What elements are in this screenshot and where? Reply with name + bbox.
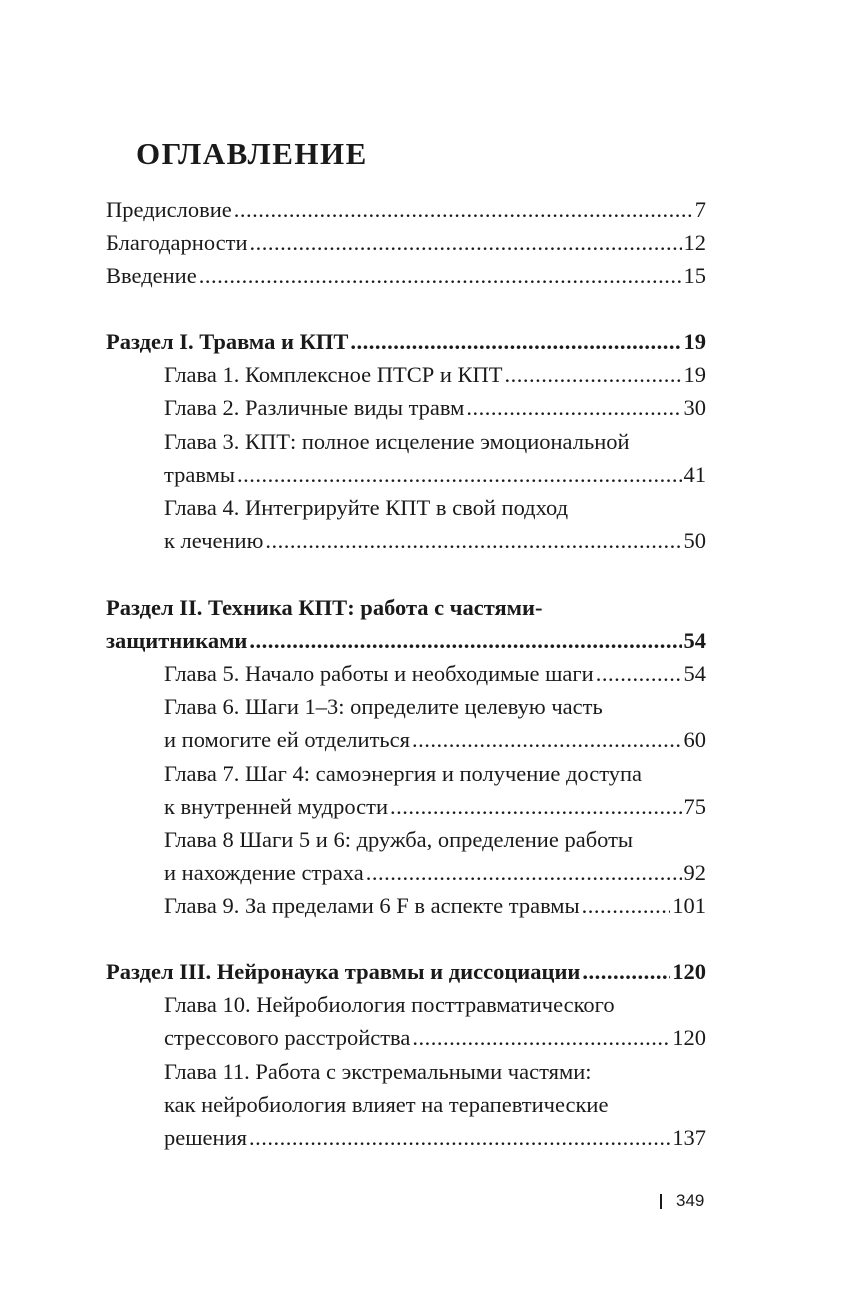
- toc-chapter-5[interactable]: [164, 659, 706, 689]
- dot-leader: [582, 891, 671, 921]
- dot-leader: [412, 725, 681, 755]
- toc-entry-page: 137: [672, 1125, 706, 1150]
- toc-section-page: 120: [672, 959, 706, 984]
- toc-section-2-line1[interactable]: Раздел II. Техника КПТ: работа с частями-: [106, 595, 543, 620]
- toc-chapter-3[interactable]: [164, 460, 706, 490]
- dot-leader: [250, 228, 682, 258]
- toc-entry-page: 41: [683, 462, 706, 487]
- toc-chapter-3-line1[interactable]: Глава 3. КПТ: полное исцеление эмоциональной: [164, 429, 630, 454]
- toc-entry-label: травмы: [164, 462, 235, 487]
- toc-entry-page: 50: [683, 528, 706, 553]
- toc-chapter-11[interactable]: [164, 1123, 706, 1153]
- toc-entry-label: стрессового расстройства: [164, 1025, 411, 1050]
- toc-chapter-1[interactable]: [164, 360, 706, 390]
- dot-leader: [366, 858, 682, 888]
- toc-entry-page: 54: [683, 661, 706, 686]
- toc-entry-label: Глава 2. Различные виды травм: [164, 395, 465, 420]
- toc-entry-label: и нахождение страха: [164, 860, 364, 885]
- page-title: ОГЛАВЛЕНИЕ: [136, 136, 368, 171]
- toc-section-2[interactable]: [106, 626, 706, 656]
- toc-entry-page: 30: [683, 395, 706, 420]
- toc-chapter-9[interactable]: [164, 891, 706, 921]
- toc-chapter-7-line1[interactable]: Глава 7. Шаг 4: самоэнергия и получение доступа: [164, 761, 643, 786]
- toc-chapter-4[interactable]: [164, 526, 706, 556]
- toc-section-1[interactable]: [106, 327, 706, 357]
- toc-entry-page: 120: [672, 1025, 706, 1050]
- toc-entry-page: 75: [683, 794, 706, 819]
- toc-chapter-11-line2[interactable]: как нейробиология влияет на терапевтические: [164, 1092, 609, 1117]
- dot-leader: [412, 1023, 670, 1053]
- toc-entry-label: решения: [164, 1125, 247, 1150]
- toc-section-page: 19: [683, 329, 706, 354]
- page-footer: [660, 1188, 704, 1214]
- page-number: 349: [676, 1191, 705, 1210]
- dot-leader: [237, 460, 682, 490]
- dot-leader: [350, 327, 681, 357]
- toc-entry-label: к внутренней мудрости: [164, 794, 388, 819]
- toc-entry-label: Предисловие: [106, 197, 232, 222]
- footer-divider: [660, 1194, 662, 1209]
- dot-leader: [234, 195, 693, 225]
- dot-leader: [596, 659, 682, 689]
- toc-entry-label: и помогите ей отделиться: [164, 727, 411, 752]
- toc-entry-page: 19: [683, 362, 706, 387]
- toc-chapter-2[interactable]: [164, 393, 706, 423]
- dot-leader: [466, 393, 681, 423]
- dot-leader: [249, 1123, 670, 1153]
- toc-entry-page: 7: [694, 197, 706, 222]
- toc-entry-label: Введение: [106, 263, 197, 288]
- toc-entry-page: 15: [683, 263, 706, 288]
- toc-entry-page: 12: [683, 230, 706, 255]
- toc-chapter-10[interactable]: [164, 1023, 706, 1053]
- toc-chapter-8-line1[interactable]: Глава 8 Шаги 5 и 6: дружба, определение работы: [164, 827, 634, 852]
- toc-entry-label: Глава 1. Комплексное ПТСР и КПТ: [164, 362, 503, 387]
- toc-entry-page: 92: [683, 860, 706, 885]
- toc-entry-label: Благодарности: [106, 230, 248, 255]
- dot-leader: [582, 957, 670, 987]
- toc-entry-label: Глава 5. Начало работы и необходимые шаги: [164, 661, 594, 686]
- toc-chapter-7[interactable]: [164, 792, 706, 822]
- toc-entry-introduction[interactable]: [106, 261, 706, 291]
- toc-entry-page: 60: [683, 727, 706, 752]
- toc-section-page: 54: [683, 628, 706, 653]
- dot-leader: [265, 526, 681, 556]
- toc-entry-page: 101: [672, 893, 706, 918]
- dot-leader: [199, 261, 682, 291]
- toc-chapter-4-line1[interactable]: Глава 4. Интегрируйте КПТ в свой подход: [164, 495, 569, 520]
- toc-section-label: Раздел III. Нейронаука травмы и диссоциации: [106, 959, 581, 984]
- toc-section-3[interactable]: [106, 957, 706, 987]
- toc-entry-acknowledgements[interactable]: [106, 228, 706, 258]
- toc-chapter-6[interactable]: [164, 725, 706, 755]
- dot-leader: [390, 792, 682, 822]
- toc-section-label: защитниками: [106, 628, 248, 653]
- toc-entry-label: Глава 9. За пределами 6 F в аспекте травмы: [164, 893, 580, 918]
- toc-entry-label: к лечению: [164, 528, 264, 553]
- toc-chapter-6-line1[interactable]: Глава 6. Шаги 1–3: определите целевую часть: [164, 694, 603, 719]
- dot-leader: [249, 626, 681, 656]
- toc-chapter-10-line1[interactable]: Глава 10. Нейробиология посттравматического: [164, 992, 615, 1017]
- dot-leader: [505, 360, 682, 390]
- toc-entry-preface[interactable]: [106, 195, 706, 225]
- toc-section-label: Раздел I. Травма и КПТ: [106, 329, 349, 354]
- toc-chapter-11-line1[interactable]: Глава 11. Работа с экстремальными частями:: [164, 1059, 592, 1084]
- toc-chapter-8[interactable]: [164, 858, 706, 888]
